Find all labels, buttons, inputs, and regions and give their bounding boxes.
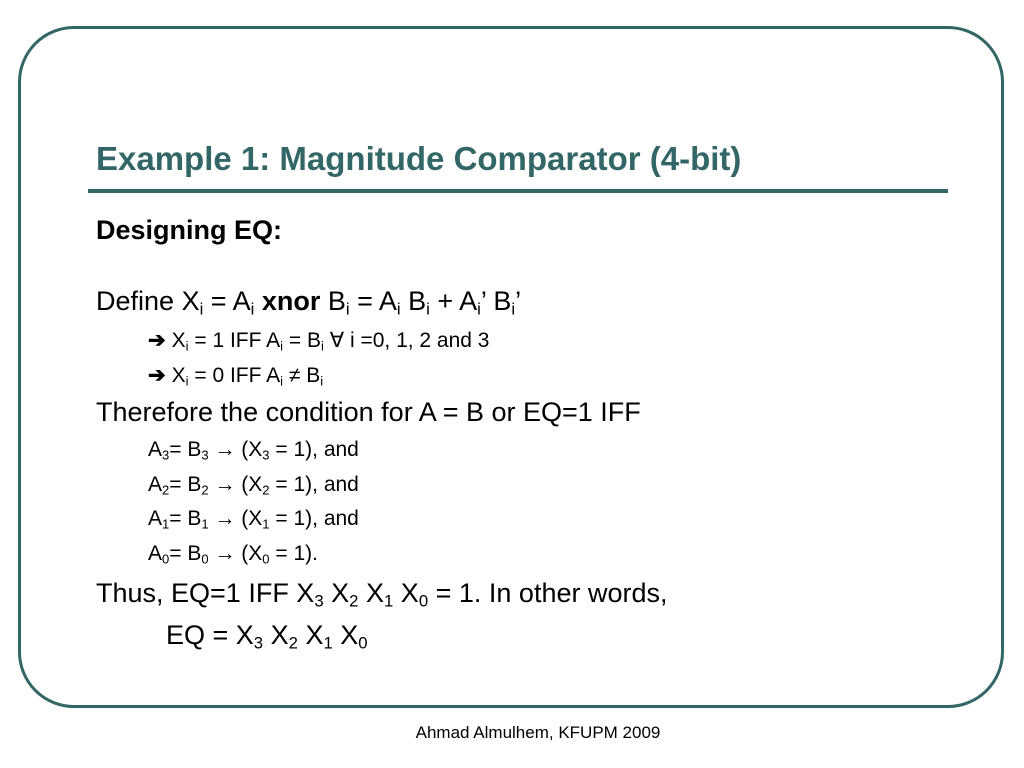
- bullet-line-equal: ➔ $X_i = 1$ IFF $A_i = B_i$ ∀ i =0, 1, 2 and 3: [148, 329, 490, 354]
- condition-line-3: $A_3= B_3 \to (X_3 = 1)$, and: [148, 438, 359, 463]
- eq-expression-line: EQ = $X_3$ $X_2$ $X_1$ $X_0$: [166, 620, 368, 653]
- slide-title: Example 1: Magnitude Comparator (4-bit): [96, 140, 742, 177]
- thus-line: Thus, EQ=1 IFF $X_3$ $X_2$ $X_1$ $X_0 = 1$. In other words,: [96, 578, 668, 611]
- right-arrow-icon: ➔: [148, 364, 166, 387]
- right-arrow-icon: ➔: [148, 329, 166, 352]
- define-line: Define $X_i = A_i$ xnor $B_i = A_i$ $B_i + A_i$’ $B_i$’: [96, 286, 522, 319]
- condition-line-0: $A_0= B_0 \to (X_0 = 1)$.: [148, 542, 318, 567]
- title-underline: [88, 189, 948, 193]
- therefore-line: Therefore the condition for A = B or EQ=1 IFF: [96, 397, 641, 427]
- section-heading: Designing EQ:: [96, 215, 283, 245]
- bullet-line-unequal: ➔ $X_i = 0$ IFF $A_i \ne B_i$: [148, 364, 324, 389]
- condition-line-2: $A_2= B_2 \to (X_2 = 1)$, and: [148, 473, 359, 498]
- footer-credit: Ahmad Almulhem, KFUPM 2009: [415, 723, 661, 742]
- condition-line-1: $A_1= B_1 \to (X_1 = 1)$, and: [148, 507, 359, 532]
